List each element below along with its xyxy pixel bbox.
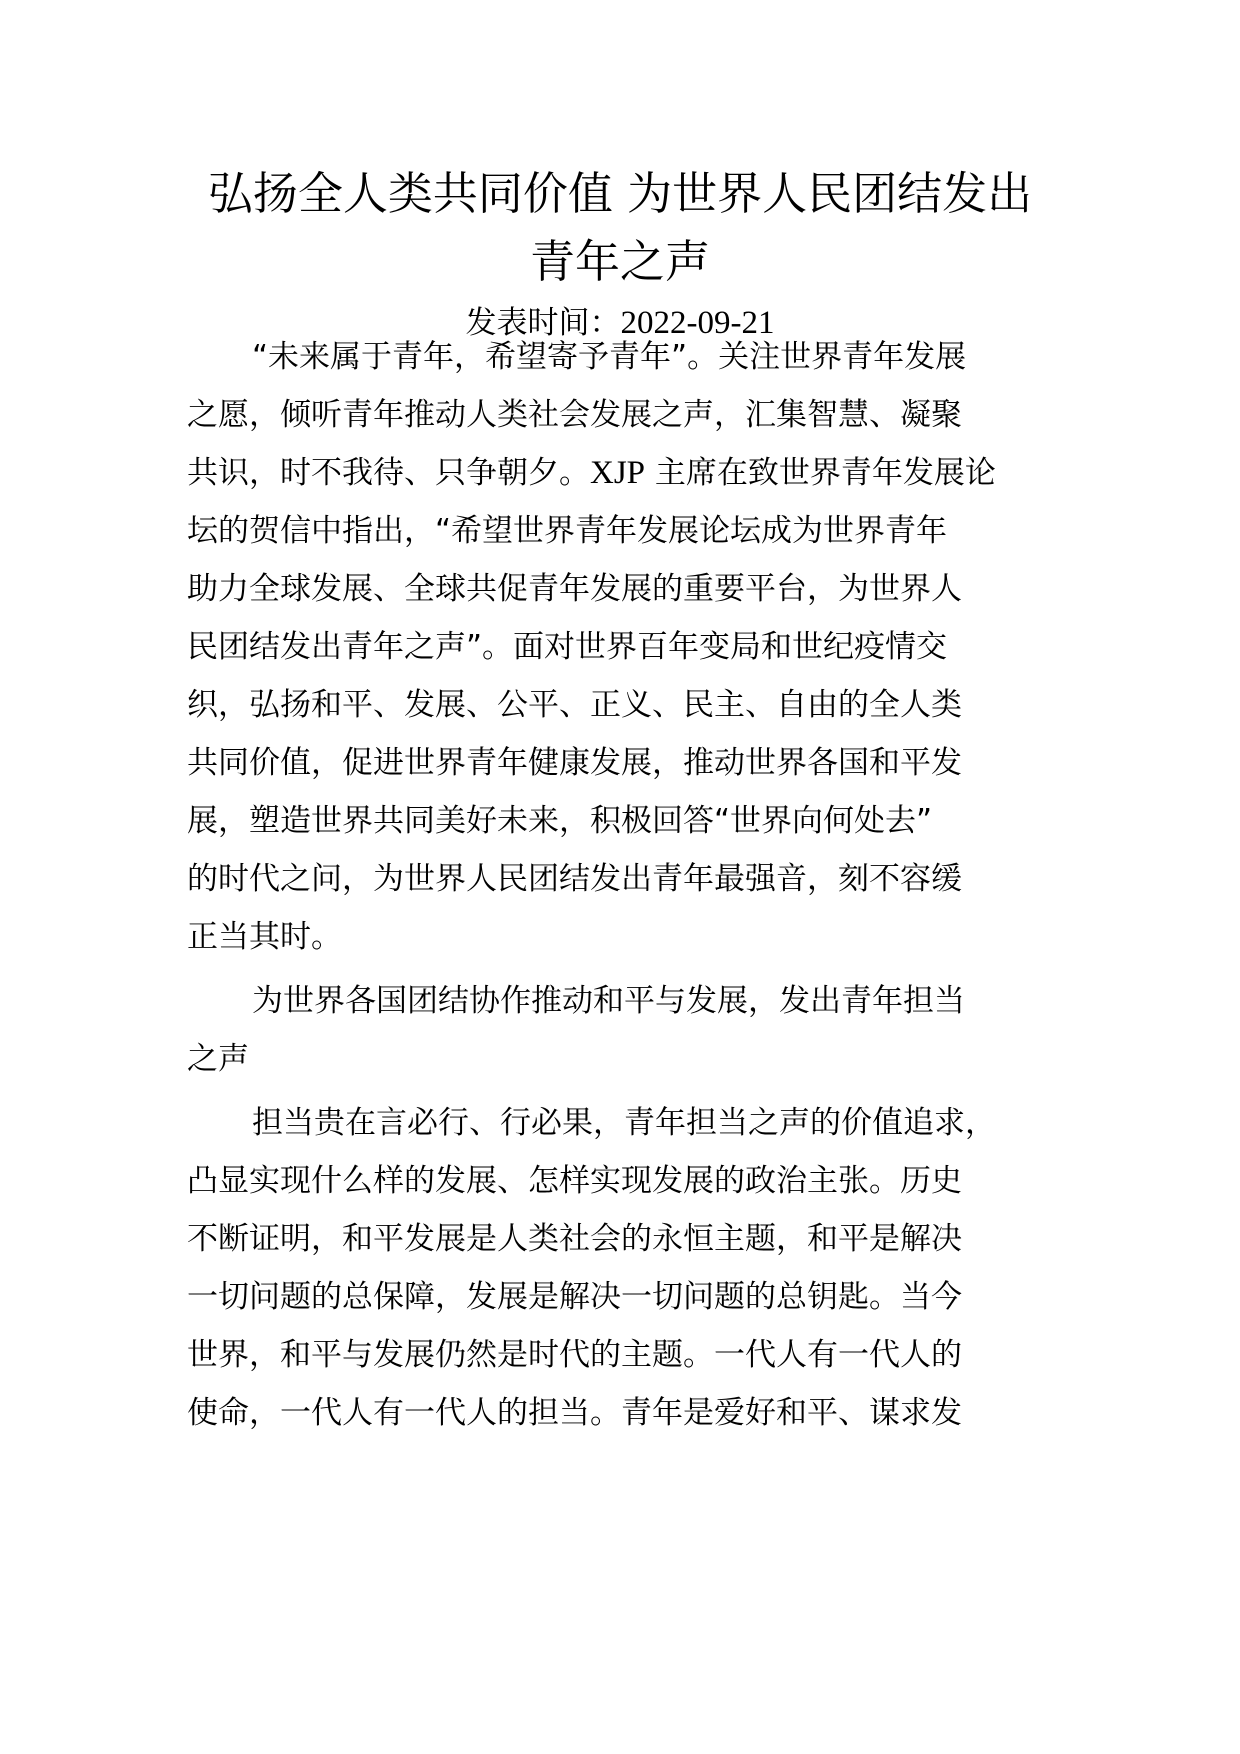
paragraph-line: 凸显实现什么样的发展、怎样实现发展的政治主张。历史 — [187, 1163, 962, 1199]
article-title-line-1: 弘扬全人类共同价值 为世界人民团结发出 — [207, 167, 1033, 220]
line-text-latin: XJP — [590, 455, 646, 491]
paragraph-line: “未来属于青年，希望寄予青年”。关注世界青年发展 — [252, 339, 967, 375]
section-heading-line: 之声 — [187, 1041, 249, 1077]
section-heading-line: 为世界各国团结协作推动和平与发展，发出青年担当 — [252, 983, 965, 1019]
paragraph-line: 织，弘扬和平、发展、公平、正义、民主、自由的全人类 — [187, 687, 962, 723]
paragraph-line: 的时代之问，为世界人民团结发出青年最强音，刻不容缓 — [187, 861, 962, 897]
paragraph-line: 担当贵在言必行、行必果，青年担当之声的价值追求， — [252, 1105, 996, 1141]
paragraph-line: 正当其时。 — [187, 919, 342, 955]
paragraph-line: 之愿，倾听青年推动人类社会发展之声，汇集智慧、凝聚 — [187, 397, 962, 433]
paragraph-line: 世界，和平与发展仍然是时代的主题。一代人有一代人的 — [187, 1337, 962, 1373]
paragraph-line: 使命，一代人有一代人的担当。青年是爱好和平、谋求发 — [187, 1395, 962, 1431]
paragraph-line — [187, 450, 996, 496]
article-title-line-2: 青年之声 — [529, 235, 710, 288]
paragraph-line: 展，塑造世界共同美好未来，积极回答“世界向何处去” — [187, 803, 933, 839]
paragraph-line: 助力全球发展、全球共促青年发展的重要平台，为世界人 — [187, 571, 962, 607]
line-text: 共识，时不我待、只争朝夕。 — [187, 455, 590, 491]
paragraph-line: 不断证明，和平发展是人类社会的永恒主题，和平是解决 — [187, 1221, 962, 1257]
paragraph-line: 共同价值，促进世界青年健康发展，推动世界各国和平发 — [187, 745, 962, 781]
paragraph-line: 一切问题的总保障，发展是解决一切问题的总钥匙。当今 — [187, 1279, 962, 1315]
line-text: 主席在致世界青年发展论 — [645, 455, 996, 491]
paragraph-line: 民团结发出青年之声”。面对世界百年变局和世纪疫情交 — [187, 629, 948, 665]
paragraph-line: 坛的贺信中指出，“希望世界青年发展论坛成为世界青年 — [187, 513, 948, 549]
publish-date-value: 2022-09-21 — [620, 305, 775, 341]
publish-date-label: 发表时间： — [465, 305, 621, 341]
